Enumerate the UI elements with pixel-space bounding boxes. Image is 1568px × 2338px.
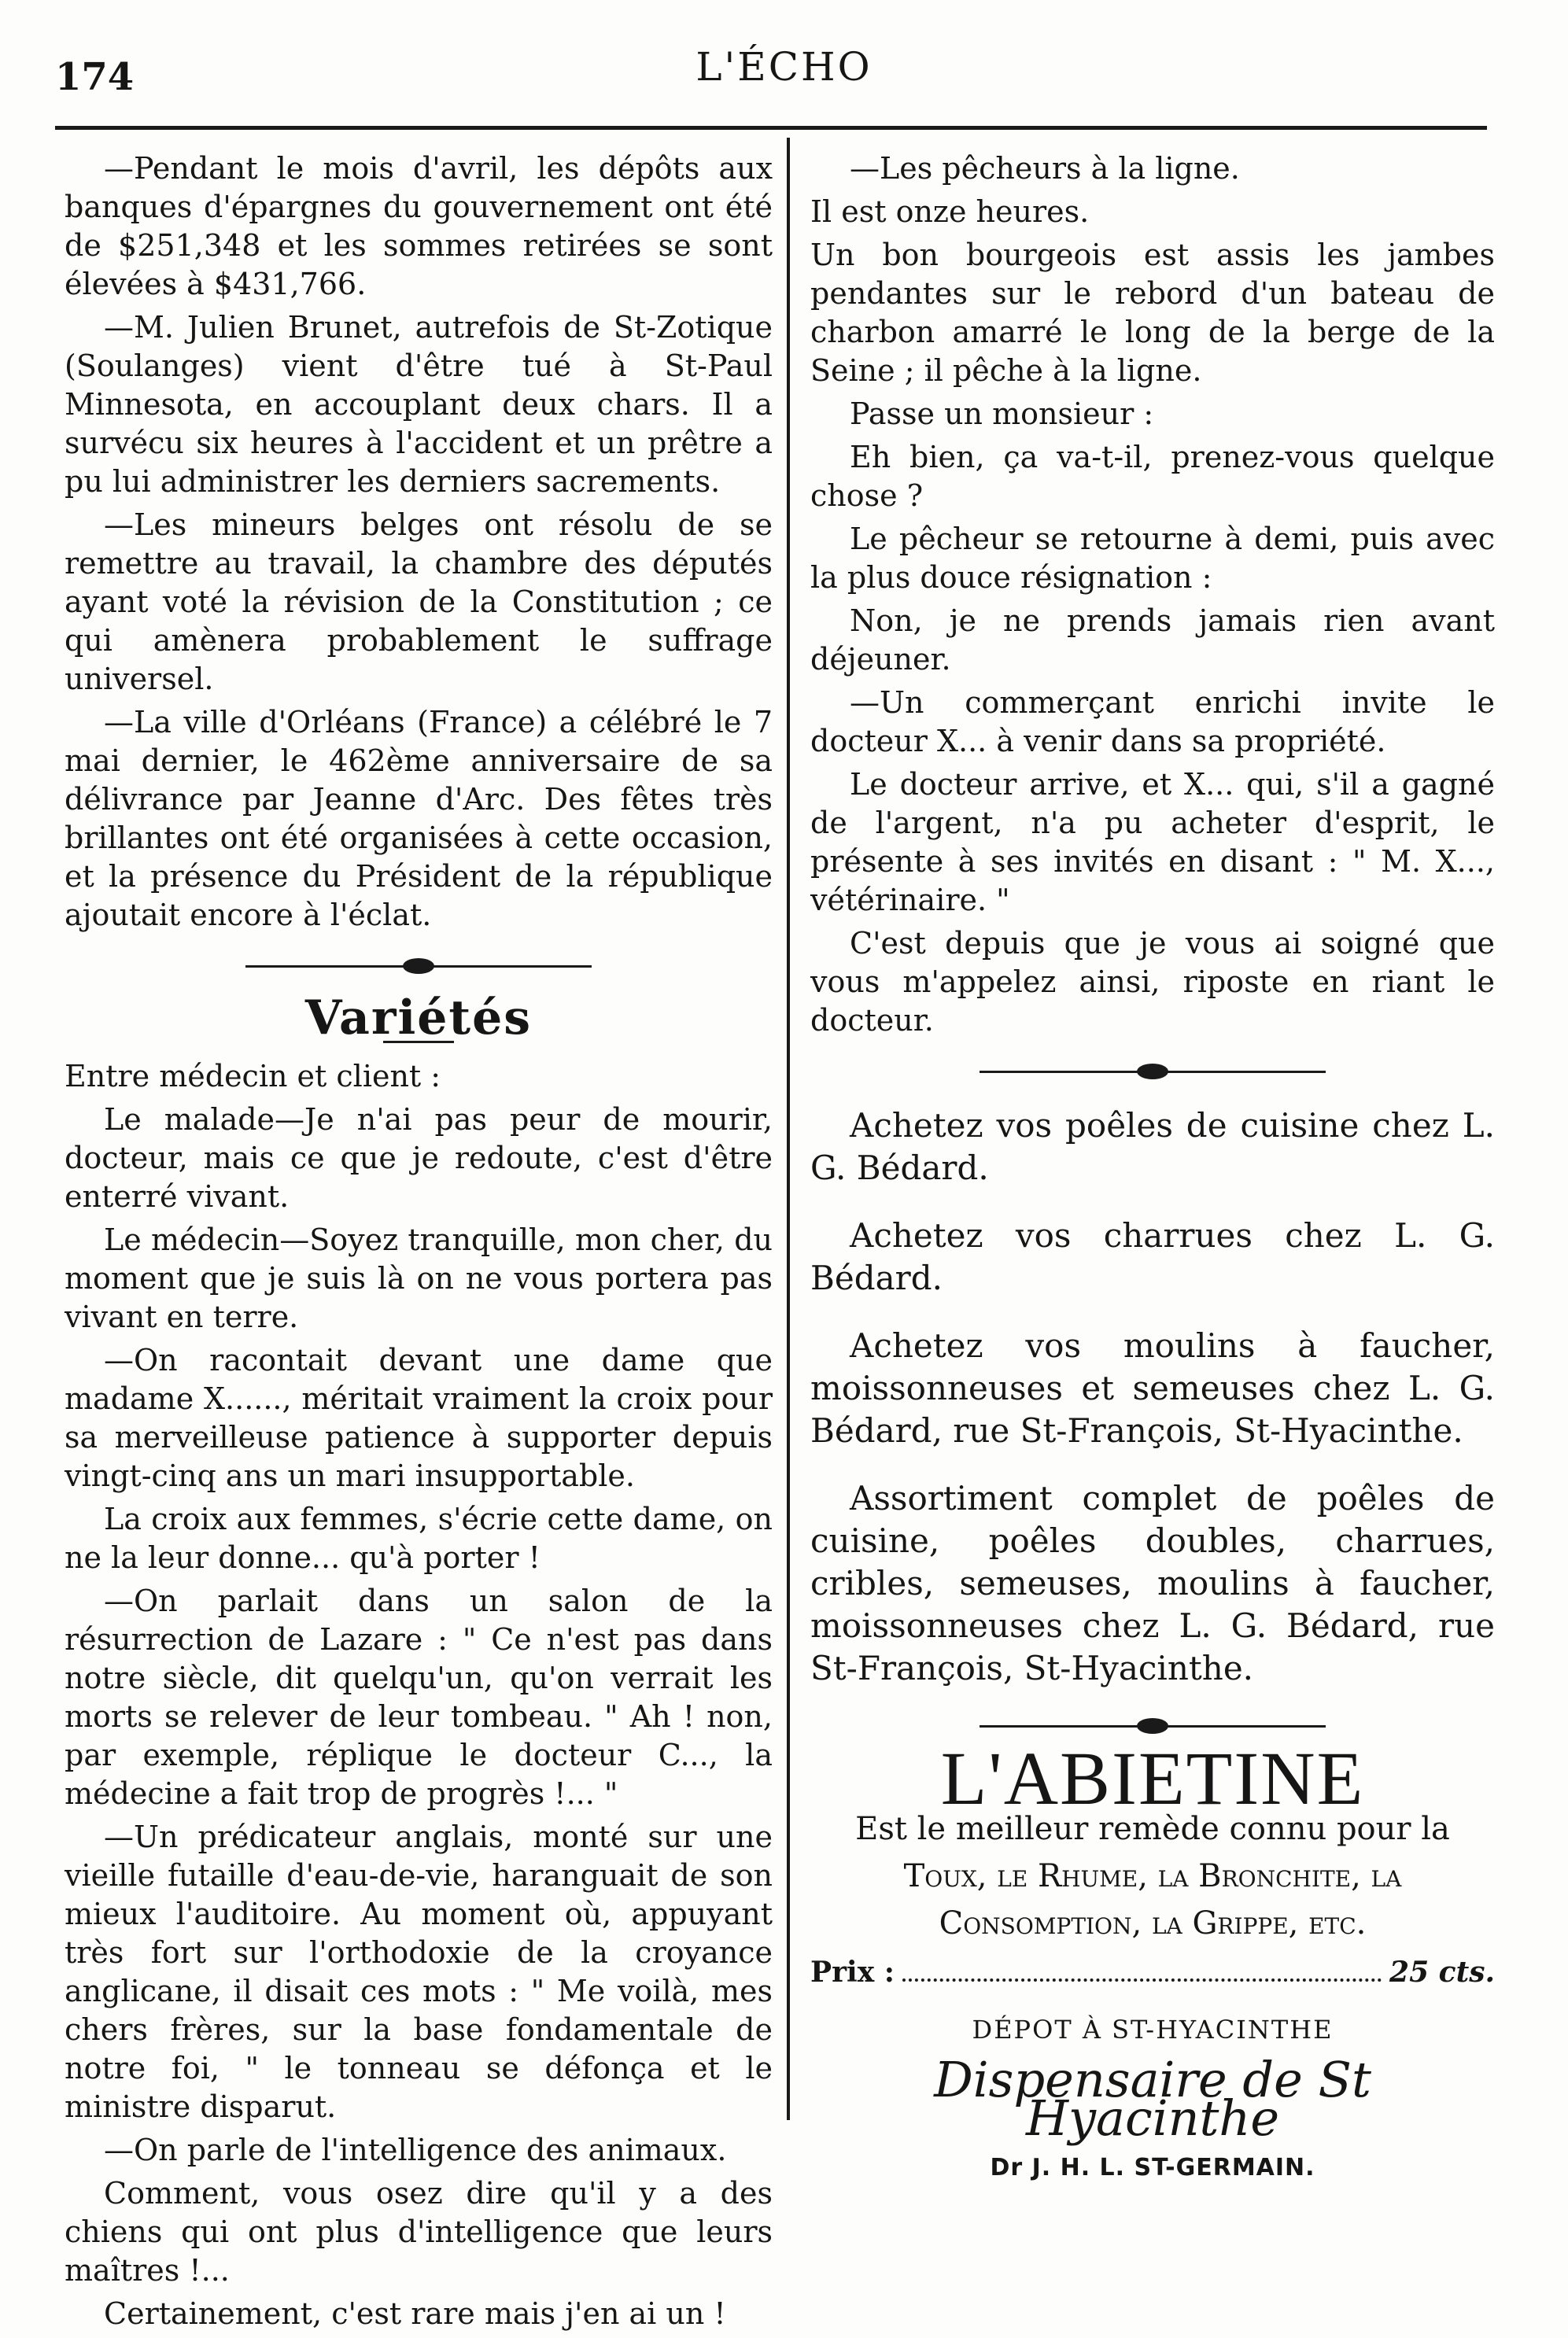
variety-paragraph: —On parlait dans un salon de la résurrection de Lazare : " Ce n'est pas dans notre siècle, dit quelqu'un, qu'on verrait les morts se relever de leur tombeau. " Ah ! non, par exemple, réplique le docteur C..., la médecine a fait trop de progrès !... " — [65, 1584, 773, 1811]
anecdote-paragraph: Il est onze heures. — [810, 194, 1090, 229]
anecdote-paragraph: Non, je ne prends jamais rien avant déjeuner. — [810, 603, 1495, 677]
variety-paragraph: Comment, vous osez dire qu'il y a des chiens qui ont plus d'intelligence que leurs maîtres !... — [65, 2176, 773, 2288]
depot-line: DÉPOT À ST-HYACINTHE — [972, 2015, 1334, 2045]
news-item: —Les mineurs belges ont résolu de se remettre au travail, la chambre des députés ayant voté la révision de la Constitution ; ce qui amènera probablement le suffrage universel. — [65, 507, 773, 696]
price-label: Prix : — [810, 1956, 895, 1989]
abietine-title: L'ABIETINE — [940, 1736, 1365, 1820]
ornament-divider — [980, 1715, 1326, 1739]
ornament-divider — [245, 955, 592, 979]
anecdote-paragraph: Un bon bourgeois est assis les jambes pendantes sur le rebord d'un bateau de charbon amarré le long de la berge de la Seine ; il pêche à la ligne. — [810, 238, 1495, 388]
advertisements — [810, 1104, 1495, 1690]
variety-paragraph: Le malade—Je n'ai pas peur de mourir, docteur, mais ce que je redoute, c'est d'être enterré vivant. — [65, 1102, 773, 1214]
left-column — [65, 149, 773, 2338]
abietine-line: Consomption, la Grippe, etc. — [939, 1905, 1367, 1942]
section-title: Variétés — [304, 990, 533, 1045]
variety-paragraph: La croix aux femmes, s'écrie cette dame, on ne la leur donne... qu'à porter ! — [65, 1502, 773, 1575]
news-item: —M. Julien Brunet, autrefois de St-Zotique (Soulanges) vient d'être tué à St-Paul Minnesota, en accouplant deux chars. Il a survécu six heures à l'accident et un prêtre a pu lui administrer les derniers sacrements. — [65, 310, 773, 499]
anecdote-paragraph: Eh bien, ça va-t-il, prenez-vous quelque chose ? — [810, 440, 1495, 513]
page-number: 174 — [55, 55, 135, 99]
anecdote-paragraph: Passe un monsieur : — [850, 396, 1154, 431]
anecdote-paragraph: C'est depuis que je vous ai soigné que vous m'appelez ainsi, riposte en riant le docteur. — [810, 926, 1495, 1038]
dispensary-name: Dispensaire de St Hyacinthe — [934, 2051, 1371, 2147]
column-divider — [787, 138, 790, 2120]
advertisement: Achetez vos poêles de cuisine chez L. G. Bédard. — [810, 1106, 1495, 1187]
price-value: 25 cts. — [1389, 1956, 1495, 1989]
price-leader — [902, 1960, 1382, 1982]
variety-paragraph: —On parle de l'intelligence des animaux. — [104, 2133, 727, 2167]
doctor-name: Dr J. H. L. ST-GERMAIN. — [990, 2154, 1315, 2181]
variety-paragraph: —Un prédicateur anglais, monté sur une vieille futaille d'eau-de-vie, haranguait de son mieux l'auditoire. Au moment où, appuyant très fort sur l'orthodoxie de la croyance anglicane, il disait ces mots : " Me voilà, mes chers frères, sur la base fondamentale de notre foi, " le tonneau se défonça et le ministre disparut. — [65, 1820, 773, 2124]
ornament-divider — [980, 1060, 1326, 1084]
anecdote-paragraph: Le docteur arrive, et X... qui, s'il a gagné de l'argent, n'a pu acheter d'esprit, le présente à ses invités en disant : " M. X..., vétérinaire. " — [810, 767, 1495, 917]
advertisement: Assortiment complet de poêles de cuisine, poêles doubles, charrues, cribles, semeuses, moulins à faucher, moissonneuses chez L. G. Bédard, rue St-François, St-Hyacinthe. — [810, 1479, 1495, 1687]
news-item: —Pendant le mois d'avril, les dépôts aux banques d'épargnes du gouvernement ont été de $251,348 et les sommes retirées se sont élevées à $431,766. — [65, 151, 773, 301]
anecdote-paragraph: Le pêcheur se retourne à demi, puis avec la plus douce résignation : — [810, 522, 1495, 595]
advertisement: Achetez vos moulins à faucher, moissonneuses et semeuses chez L. G. Bédard, rue St-François, St-Hyacinthe. — [810, 1326, 1495, 1450]
header-rule — [55, 126, 1487, 130]
abietine-body — [810, 1805, 1495, 1947]
advertisement: Achetez vos charrues chez L. G. Bédard. — [810, 1216, 1495, 1297]
variety-paragraph: Certainement, c'est rare mais j'en ai un ! — [104, 2296, 726, 2331]
abietine-line: Toux, le Rhume, la Bronchite, la — [903, 1858, 1402, 1894]
anecdote-paragraph: —Les pêcheurs à la ligne. — [850, 151, 1240, 186]
variety-paragraph: —On racontait devant une dame que madame X......, méritait vraiment la croix pour sa merveilleuse patience à supporter depuis vingt-cinq ans un mari insupportable. — [65, 1343, 773, 1493]
news-item: —La ville d'Orléans (France) a célébré le 7 mai dernier, le 462ème anniversaire de sa délivrance par Jeanne d'Arc. Des fêtes très brillantes ont été organisées à cette occasion, et la présence du Président de la république ajoutait encore à l'éclat. — [65, 705, 773, 932]
abietine-line: Est le meilleur remède connu pour la — [855, 1811, 1450, 1847]
running-title: L'ÉCHO — [695, 44, 873, 90]
price-line — [810, 1953, 1495, 1992]
variety-paragraph: Le médecin—Soyez tranquille, mon cher, du moment que je suis là on ne vous portera pas vivant en terre. — [65, 1222, 773, 1334]
anecdote-paragraph: —Un commerçant enrichi invite le docteur X... à venir dans sa propriété. — [810, 685, 1495, 758]
right-column — [810, 149, 1495, 2187]
variety-paragraph: Entre médecin et client : — [65, 1059, 441, 1093]
